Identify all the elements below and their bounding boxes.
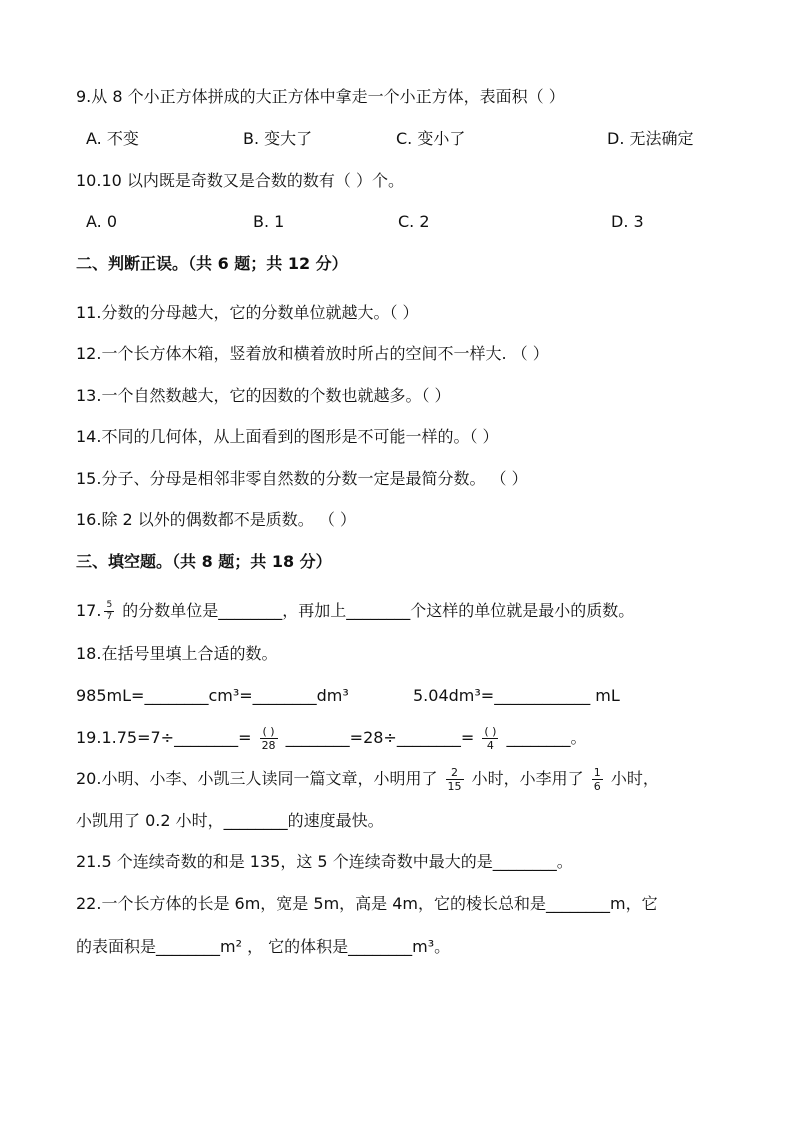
question-9-option-c: C. 变小了 — [396, 129, 466, 148]
fraction-numerator: ( ) — [484, 725, 497, 738]
question-9-option-b: B. 变大了 — [243, 129, 313, 148]
question-19-part-3: ________。 — [506, 728, 587, 747]
question-17 — [76, 600, 634, 622]
question-20-line-2: 小凯用了 0.2 小时，________的速度最快。 — [76, 811, 384, 830]
question-18-text: 18.在括号里填上合适的数。 — [76, 644, 278, 663]
question-19-fraction-1 — [260, 726, 278, 751]
question-20-line-1 — [76, 767, 659, 792]
section-2-title: 二、判断正误。（共 6 题；共 12 分） — [76, 254, 348, 273]
question-17-text: 的分数单位是________，再加上________个这样的单位就是最小的质数。 — [117, 601, 635, 620]
fraction-numerator: 5 — [106, 600, 113, 610]
question-10-option-c: C. 2 — [398, 212, 430, 231]
question-18-line-a: 985mL=________cm³=________dm³ — [76, 686, 349, 705]
fraction-numerator: 1 — [593, 766, 601, 779]
fraction-denominator: 4 — [486, 739, 494, 752]
question-16: 16.除 2 以外的偶数都不是质数。 （ ） — [76, 510, 356, 529]
question-14: 14.不同的几何体，从上面看到的图形是不可能一样的。（ ） — [76, 427, 499, 446]
question-9-text: 9.从 8 个小正方体拼成的大正方体中拿走一个小正方体，表面积（ ） — [76, 87, 565, 106]
question-11: 11.分数的分母越大，它的分数单位就越大。（ ） — [76, 303, 419, 322]
question-19-fraction-2 — [482, 726, 498, 751]
question-10-option-b: B. 1 — [253, 212, 285, 231]
question-19-part-2: ________=28÷________= — [285, 728, 475, 747]
question-20-part-3: 小时， — [610, 769, 659, 788]
question-9-option-d: D. 无法确定 — [607, 129, 694, 148]
question-19-part-1: 19.1.75=7÷________= — [76, 728, 252, 747]
question-17-number: 17. — [76, 601, 102, 620]
question-9-option-a: A. 不变 — [86, 129, 139, 148]
question-22-line-1: 22.一个长方体的长是 6m，宽是 5m，高是 4m，它的棱长总和是________m，它 — [76, 894, 658, 913]
question-22-line-2: 的表面积是________m² ， 它的体积是________m³。 — [76, 937, 451, 956]
question-12: 12.一个长方体木箱，竖着放和横着放时所占的空间不一样大. （ ） — [76, 344, 549, 363]
question-18-line-b: 5.04dm³=____________ mL — [413, 686, 620, 705]
question-13: 13.一个自然数越大，它的因数的个数也就越多。（ ） — [76, 386, 451, 405]
question-20-fraction-1 — [446, 767, 464, 792]
fraction-denominator: 6 — [593, 780, 601, 793]
question-21: 21.5 个连续奇数的和是 135，这 5 个连续奇数中最大的是________。 — [76, 852, 573, 871]
question-10-option-a: A. 0 — [86, 212, 118, 231]
question-15: 15.分子、分母是相邻非零自然数的分数一定是最简分数。 （ ） — [76, 469, 528, 488]
question-20-part-1: 20.小明、小李、小凯三人读同一篇文章，小明用了 — [76, 769, 438, 788]
question-17-fraction — [104, 601, 114, 622]
fraction-denominator: 15 — [447, 780, 462, 793]
fraction-denominator: 28 — [261, 739, 276, 752]
fraction-denominator: 7 — [106, 612, 113, 622]
fraction-numerator: ( ) — [260, 726, 278, 739]
question-20-fraction-2 — [592, 767, 603, 792]
question-10-option-d: D. 3 — [611, 212, 644, 231]
fraction-numerator: 2 — [446, 767, 464, 780]
section-3-title: 三、填空题。（共 8 题；共 18 分） — [76, 552, 332, 571]
question-10-text: 10.10 以内既是奇数又是合数的数有（ ）个。 — [76, 171, 404, 190]
question-19 — [76, 726, 587, 751]
question-20-part-2: 小时，小李用了 — [471, 769, 584, 788]
